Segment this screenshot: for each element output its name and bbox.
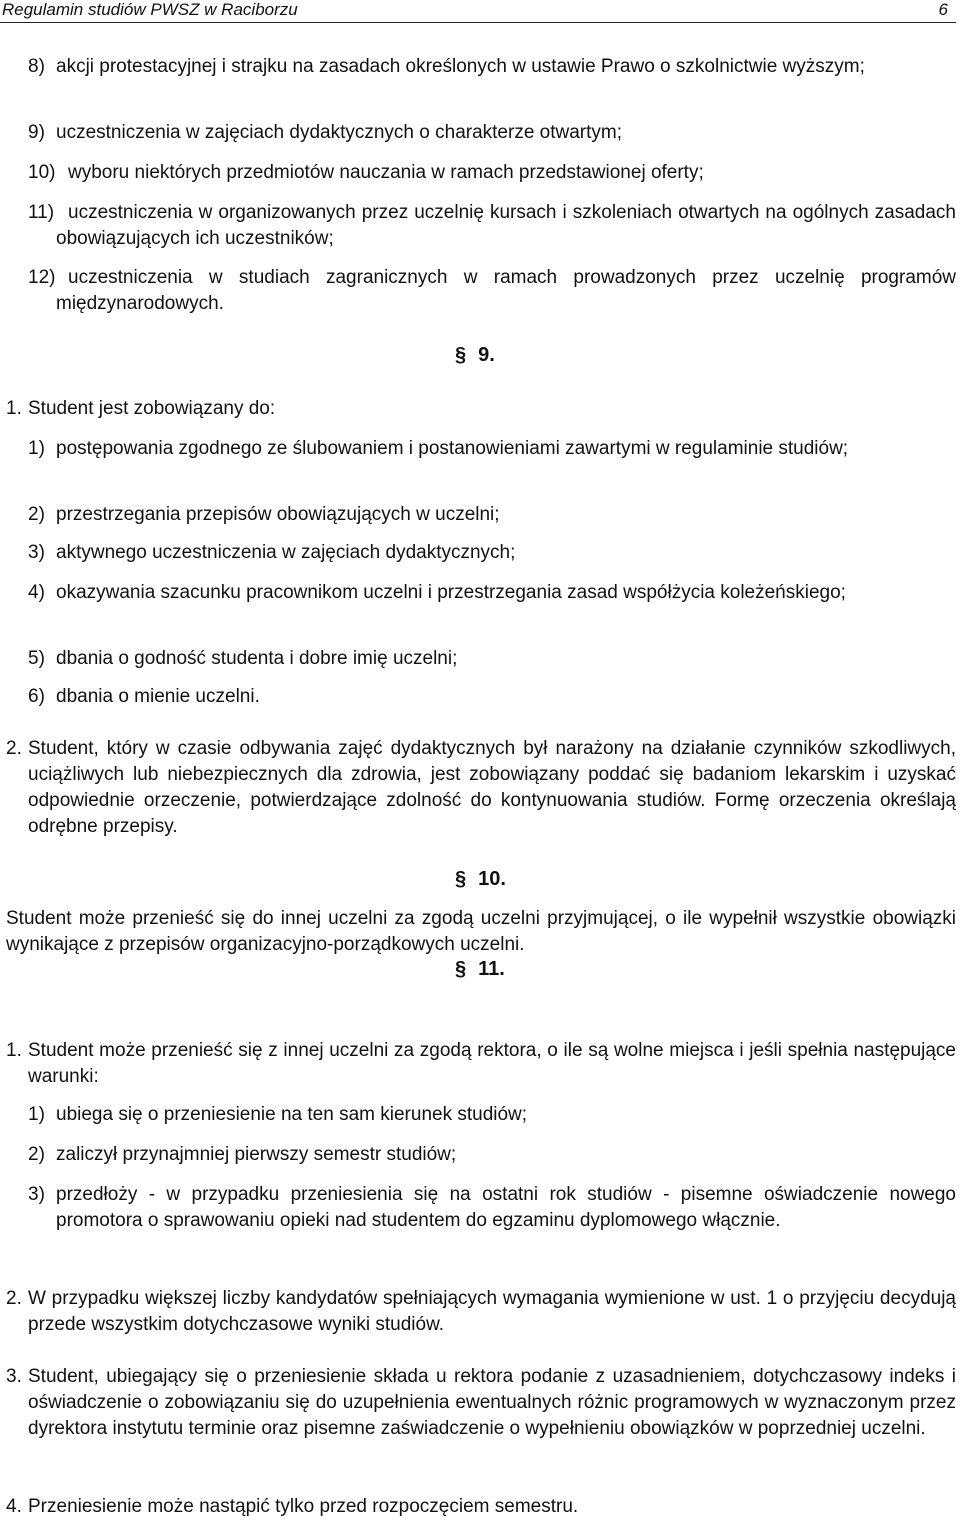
list-item-number: 2) [28, 1144, 45, 1165]
list-item-number: 6) [28, 686, 45, 707]
list-item-text: uczestniczenia w organizowanych przez uczelnię kursach i szkoleniach otwartych na ogólnych zasadach obowiązujących ich uczestników; [56, 202, 956, 249]
paragraph-text: Student, który w czasie odbywania zajęć dydaktycznych był narażony na działanie czynników szkodliwych, uciążliwych lub niebezpiecznych dla zdrowia, jest zobowiązany poddać się badaniom lekarskim i uzyskać odpowiednie orzeczenie, potwierdzające zdolność do kontynuowania studiów. Formę orzeczenia określają odrębne przepisy. [28, 738, 956, 837]
list-item-text: okazywania szacunku pracownikom uczelni i przestrzegania zasad współżycia koleżeńskiego; [56, 582, 846, 603]
list-item-text: dbania o mienie uczelni. [56, 686, 260, 707]
paragraph-text: W przypadku większej liczby kandydatów spełniających wymagania wymienione w ust. 1 o przyjęciu decydują przede wszystkim dotychczasowe wyniki studiów. [28, 1288, 956, 1335]
paragraph-number: 2. [6, 1288, 22, 1309]
paragraph-number: 2. [6, 738, 22, 759]
header-title: Regulamin studiów PWSZ w Raciborzu [2, 0, 298, 19]
section-number: 9. [478, 344, 495, 366]
list-item-text: ubiega się o przeniesienie na ten sam kierunek studiów; [56, 1104, 528, 1125]
section-heading-10 [455, 866, 506, 892]
section-number: 11. [478, 958, 505, 980]
list-item-text: akcji protestacyjnej i strajku na zasadach określonych w ustawie Prawo o szkolnictwie wyższym; [56, 56, 865, 77]
list-item-text: uczestniczenia w zajęciach dydaktycznych o charakterze otwartym; [56, 122, 623, 143]
list-item-number: 3) [28, 1184, 45, 1205]
paragraph-text: Student może przenieść się z innej uczelni za zgodą rektora, o ile są wolne miejsca i jeśli spełnia następujące warunki: [28, 1040, 956, 1087]
list-item-text: uczestniczenia w studiach zagranicznych w ramach prowadzonych przez uczelnię programów międzynarodowych. [56, 267, 956, 314]
section-symbol: § [455, 958, 467, 980]
paragraph-number: 1. [6, 1040, 22, 1061]
list-item-number: 3) [28, 542, 45, 563]
list-item-text: postępowania zgodnego ze ślubowaniem i postanowieniami zawartymi w regulaminie studiów; [56, 438, 849, 459]
list-item-number: 2) [28, 504, 45, 525]
paragraph-text: Student, ubiegający się o przeniesienie składa u rektora podanie z uzasadnieniem, dotychczasowy indeks i oświadczenie o zobowiązaniu się do uzupełnienia ewentualnych różnic programowych w wyznaczonym przez dyrektora instytutu terminie oraz pisemne zaświadczenie o wypełnieniu obowiązków w poprzedniej uczelni. [28, 1366, 956, 1439]
list-item-text: zaliczył przynajmniej pierwszy semestr studiów; [56, 1144, 457, 1165]
paragraph-number: 4. [6, 1496, 22, 1517]
list-item-text: wyboru niektórych przedmiotów nauczania w ramach przedstawionej oferty; [68, 162, 704, 183]
list-item-text: przedłoży - w przypadku przeniesienia się na ostatni rok studiów - pisemne oświadczenie nowego promotora o sprawowaniu opieki nad studentem do egzaminu dyplomowego włącznie. [56, 1184, 956, 1231]
list-item-text: dbania o godność studenta i dobre imię uczelni; [56, 648, 458, 669]
list-item-number: 1) [28, 1104, 45, 1125]
section-symbol: § [455, 344, 467, 366]
list-item-number: 1) [28, 438, 45, 459]
section-heading-9 [455, 342, 495, 368]
section-symbol: § [455, 868, 467, 890]
list-item-number: 8) [28, 56, 45, 77]
list-item-number: 5) [28, 648, 45, 669]
header-page-number: 6 [938, 0, 948, 19]
section-number: 10. [478, 868, 506, 890]
list-item-number: 11) [28, 202, 55, 223]
list-item-number: 4) [28, 582, 45, 603]
paragraph-text: Student jest zobowiązany do: [28, 398, 276, 419]
list-item-number: 9) [28, 122, 45, 143]
paragraph-text: Student może przenieść się do innej uczelni za zgodą uczelni przyjmującej, o ile wypełnił wszystkie obowiązki wynikające z przepisów organizacyjno-porządkowych uczelni. [6, 908, 956, 955]
paragraph-text: Przeniesienie może nastąpić tylko przed rozpoczęciem semestru. [28, 1496, 579, 1517]
list-item-text: aktywnego uczestniczenia w zajęciach dydaktycznych; [56, 542, 516, 563]
list-item-text: przestrzegania przepisów obowiązujących w uczelni; [56, 504, 500, 525]
section-heading-11 [455, 956, 505, 982]
list-item-number: 12) [28, 267, 56, 288]
list-item-number: 10) [28, 162, 56, 183]
page-header [0, 0, 956, 23]
paragraph-number: 1. [6, 398, 22, 419]
paragraph-number: 3. [6, 1366, 22, 1387]
